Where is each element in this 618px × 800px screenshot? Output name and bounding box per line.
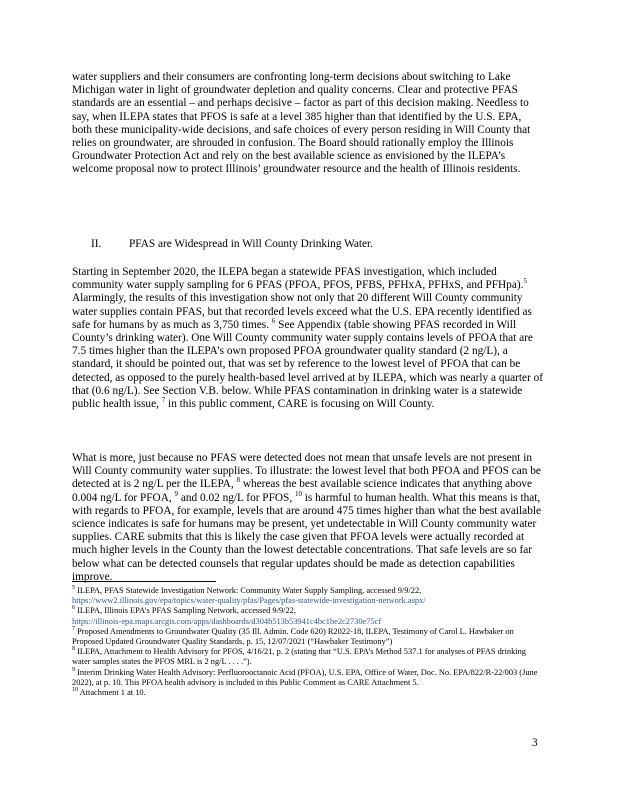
section-heading-text: PFAS are Widespread in Will County Drinking Water. xyxy=(129,238,373,250)
footnote-6: $^6$ ILEPA, Illinois EPA’s PFAS Sampling Network, accessed 9/9/22, https://illinois-epa.maps.arcgis.com/apps/dashboards/d304b513b53941c4bc1be2c2730e75cf xyxy=(72,606,544,626)
footnote-5-link[interactable]: https://www2.illinois.gov/epa/topics/water-quality/pfas/Pages/pfas-statewide-investigation-network.aspx/ xyxy=(72,596,426,606)
footnote-8: $^8$ ILEPA, Attachment to Health Advisory for PFOS, 4/16/21, p. 2 (stating that “U.S. EPA’s Method 537.1 for analyses of PFAS drinking water samples states the PFOS MRL is 2 ng/L . . . .”). xyxy=(72,646,526,667)
footnotes xyxy=(72,586,544,698)
paragraph-3-part-b: whereas the best available science indicates that anything above 0.004 ng/L for PFOA, xyxy=(72,478,533,504)
paragraph-2-part-d: in this public comment, CARE is focusing on Will County. xyxy=(165,398,435,411)
paragraph-3-part-d: is harmful to human health. What this means is that, with regards to PFOA, for example, levels that are around 475 times higher than what the best available science indicates is safe for humans may be present, yet undetectable in Will County community water supplies. CARE submits that this is likely the case given that PFOA levels were actually recorded at much higher levels in the County than the lowest detectable concentrations. That safe levels are so far below what can be detected counsels that regular updates should be made as detection capabilities improve. xyxy=(72,491,542,583)
paragraph-3 xyxy=(72,452,544,584)
footnote-ref-7[interactable]: 7 xyxy=(161,396,166,405)
footnote-5: $^5$ ILEPA, PFAS Statewide Investigation Network: Community Water Supply Sampling, accessed 9/9/22, https://www2.illinois.gov/epa/topics/water-quality/pfas/Pages/pfas-statewide-investigation-network.aspx/ xyxy=(72,586,544,606)
page-number: 3 xyxy=(532,737,538,749)
footnote-10: $^{10}$ Attachment 1 at 10. xyxy=(72,687,146,698)
footnote-ref-9[interactable]: 9 xyxy=(174,489,179,498)
footnote-ref-10[interactable]: 10 xyxy=(294,489,302,498)
footnote-ref-6[interactable]: 6 xyxy=(271,317,276,326)
footnote-7: $^7$ Proposed Amendments to Groundwater Quality (35 Ill. Admin. Code 620) R2022-18, ILEPA, Testimony of Carol L. Hawbaker on Proposed Updated Groundwater Quality Standards, p. 15, 12/07/2021 (“Hawbaker Testimony”) xyxy=(72,626,514,647)
section-heading xyxy=(91,238,531,251)
paragraph-2-part-a: Starting in September 2020, the ILEPA began a statewide PFAS investigation, which included community water supply sampling for 6 PFAS (PFOA, PFOS, PFBS, PFHxA, PFHxS, and PFHpa). xyxy=(72,266,524,292)
paragraph-3-part-c: and 0.02 ng/L for PFOS, xyxy=(178,491,295,504)
paragraph-1 xyxy=(72,71,544,177)
footnote-9: $^9$ Interim Drinking Water Health Advisory: Perfluorooctanoic Acid (PFOA), U.S. EPA, Office of Water, Doc. No. EPA/822/R-22/003 (June 2022), at p. 10. This PFOA health advisory is included in this Public Comment as CARE Attachment 5. xyxy=(72,666,538,687)
paragraph-2-part-c: See Appendix (table showing PFAS recorded in Will County’s drinking water). One Will County community water supply contains levels of PFOA that are 7.5 times higher than the ILEPA’s own proposed PFOA groundwater quality standard (2 ng/L), a standard, it should be pointed out, that was set by reference to the lowest level of PFOA that can be detected, as opposed to the purely health-based level arrived at by ILEPA, which was nearly a quarter of that (0.6 ng/L). See Section V.B. below. While PFAS contamination in drinking water is a statewide public health issue, xyxy=(72,318,544,411)
footnote-divider xyxy=(72,581,216,582)
paragraph-1-text: water suppliers and their consumers are confronting long-term decisions about switching to Lake Michigan water in light of groundwater depletion and quality concerns. Clear and protective PFAS standards are an essential – and perhaps decisive – factor as part of this decision making. Needless to say, when ILEPA states that PFOS is safe at a level 385 higher than that identified by the U.S. EPA, both these municipality-wide decisions, and safe choices of every person residing in Will County that relies on groundwater, are shrouded in confusion. The Board should rationally employ the Illinois Groundwater Protection Act and rely on the best available science as envisioned by the ILEPA’s welcome proposal now to protect Illinois’ groundwater resource and the health of Illinois residents. xyxy=(72,71,531,176)
footnote-ref-8[interactable]: 8 xyxy=(236,476,240,485)
paragraph-2 xyxy=(72,266,544,411)
section-heading-number: II. xyxy=(91,238,102,250)
paragraph-3-part-a: What is more, just because no PFAS were detected does not mean that unsafe levels are not present in Will County community water supplies. To illustrate: the lowest level that both PFOA and PFOS can be detected at is 2 ng/L per the ILEPA, xyxy=(72,452,541,491)
paragraph-2-part-b: Alarmingly, the results of this investigation show not only that 20 different Will County community water supplies contain PFAS, but that recorded levels exceed what the U.S. EPA recently identified as safe for humans by as much as 3,750 times. xyxy=(72,292,532,331)
footnote-ref-5[interactable]: 5 xyxy=(523,277,527,286)
footnote-6-link[interactable]: https://illinois-epa.maps.arcgis.com/apps/dashboards/d304b513b53941c4bc1be2c2730e75cf xyxy=(72,616,382,626)
